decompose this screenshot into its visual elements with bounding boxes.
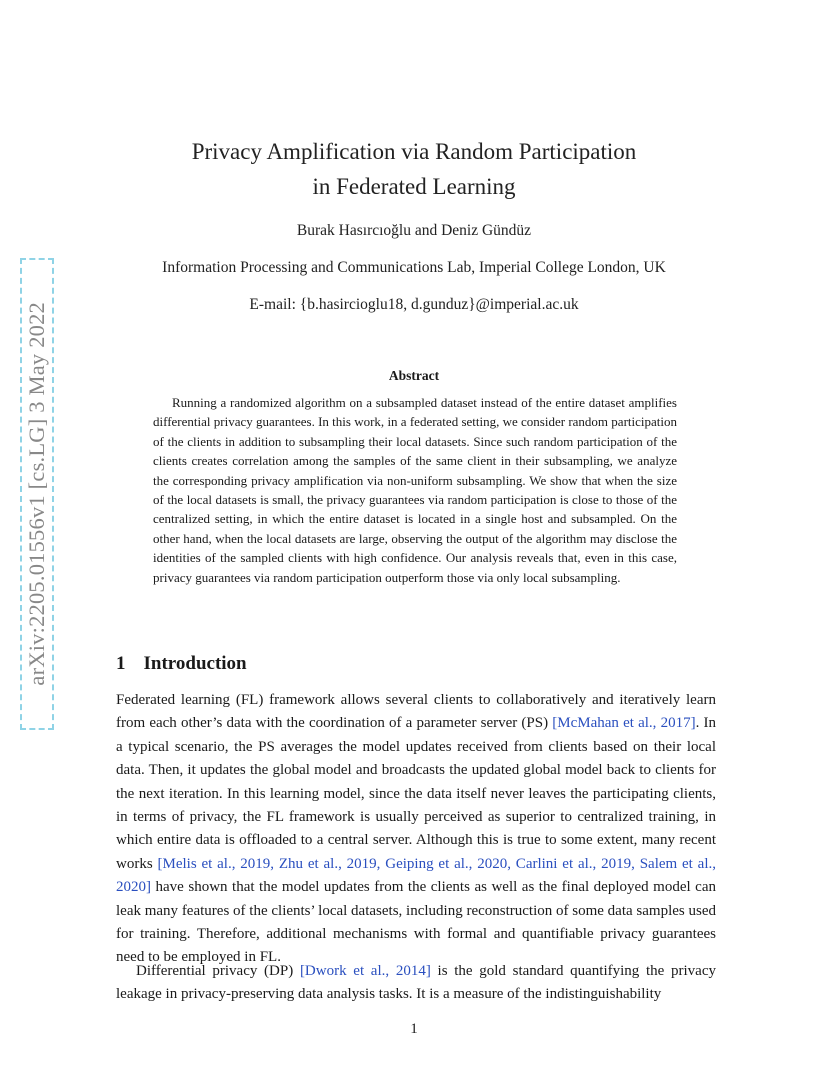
paragraph-text: Federated learning (FL) framework allows several clients to collaboratively and iteratively learn from each other’s data with the coordination of a parameter server (PS) [116, 692, 716, 732]
paper-title-line-1: Privacy Amplification via Random Participation [191, 139, 637, 164]
paragraph-text: have shown that the model updates from the clients as well as the final deployed model can leak many features of the clients’ local datasets, including reconstruction of some data samples used for training. Therefore, additional mechanisms with formal and quantifiable privacy guarantees need to be employed in FL. [116, 879, 716, 966]
arxiv-sidebar-stamp [20, 258, 54, 730]
intro-paragraph-2 [116, 960, 716, 1007]
citation-link[interactable]: [McMahan et al., 2017] [552, 715, 696, 732]
citation-link[interactable]: [Melis et al., 2019, Zhu et al., 2019, Geiping et al., 2020, Carlini et al., 2019, Salem et al., 2020] [116, 855, 716, 896]
section-number: 1 [116, 653, 126, 674]
abstract-heading: Abstract [388, 368, 440, 383]
section-title: Introduction [143, 653, 247, 674]
paper-affiliation: Information Processing and Communications Lab, Imperial College London, UK [162, 259, 666, 276]
citation-link[interactable]: [Dwork et al., 2014] [299, 963, 431, 979]
paper-email: E-mail: {b.hasircioglu18, d.gunduz}@imperial.ac.uk [249, 296, 579, 313]
paper-title-line-2: in Federated Learning [312, 174, 516, 199]
intro-paragraph-1 [116, 689, 716, 970]
paper-title [0, 134, 828, 204]
section-heading-introduction [116, 653, 247, 675]
paragraph-text: Differential privacy (DP) [136, 963, 300, 979]
page-number: 1 [410, 1021, 418, 1037]
paragraph-text: is the gold standard quantifying the privacy leakage in privacy-preserving data analysis tasks. It is a measure of the indistinguishability [116, 963, 716, 1003]
arxiv-identifier: arXiv:2205.01556v1 [cs.LG] 3 May 2022 [24, 302, 49, 686]
paper-authors: Burak Hasırcıoğlu and Deniz Gündüz [296, 222, 532, 239]
paragraph-text: . In a typical scenario, the PS averages the model updates received from clients based on their local data. Then, it updates the global model and broadcasts the updated global model back to clients for the next iteration. In this learning model, since the data itself never leaves the participating clients, in terms of privacy, the FL framework is usually perceived as superior to centralized training, in which entire data is offloaded to a central server. Although this is true to some extent, many recent works [116, 715, 717, 872]
abstract-text: Running a randomized algorithm on a subsampled dataset instead of the entire dataset amplifies differential privacy guarantees. In this work, in a federated setting, we consider random participation of the clients in addition to subsampling their local datasets. Since such random participation of the clients creates correlation among the samples of the same client in their subsampling, we analyze the corresponding privacy amplification via non-uniform subsampling. We show that when the size of the local datasets is small, the privacy guarantees via random participation is close to those of the centralized setting, in which the entire dataset is located in a single host and subsampled. On the other hand, when the local datasets are large, observing the output of the algorithm may disclose the identities of the sampled clients with high confidence. Our analysis reveals that, even in this case, privacy guarantees via random participation outperform those via only local subsampling. [153, 395, 677, 585]
